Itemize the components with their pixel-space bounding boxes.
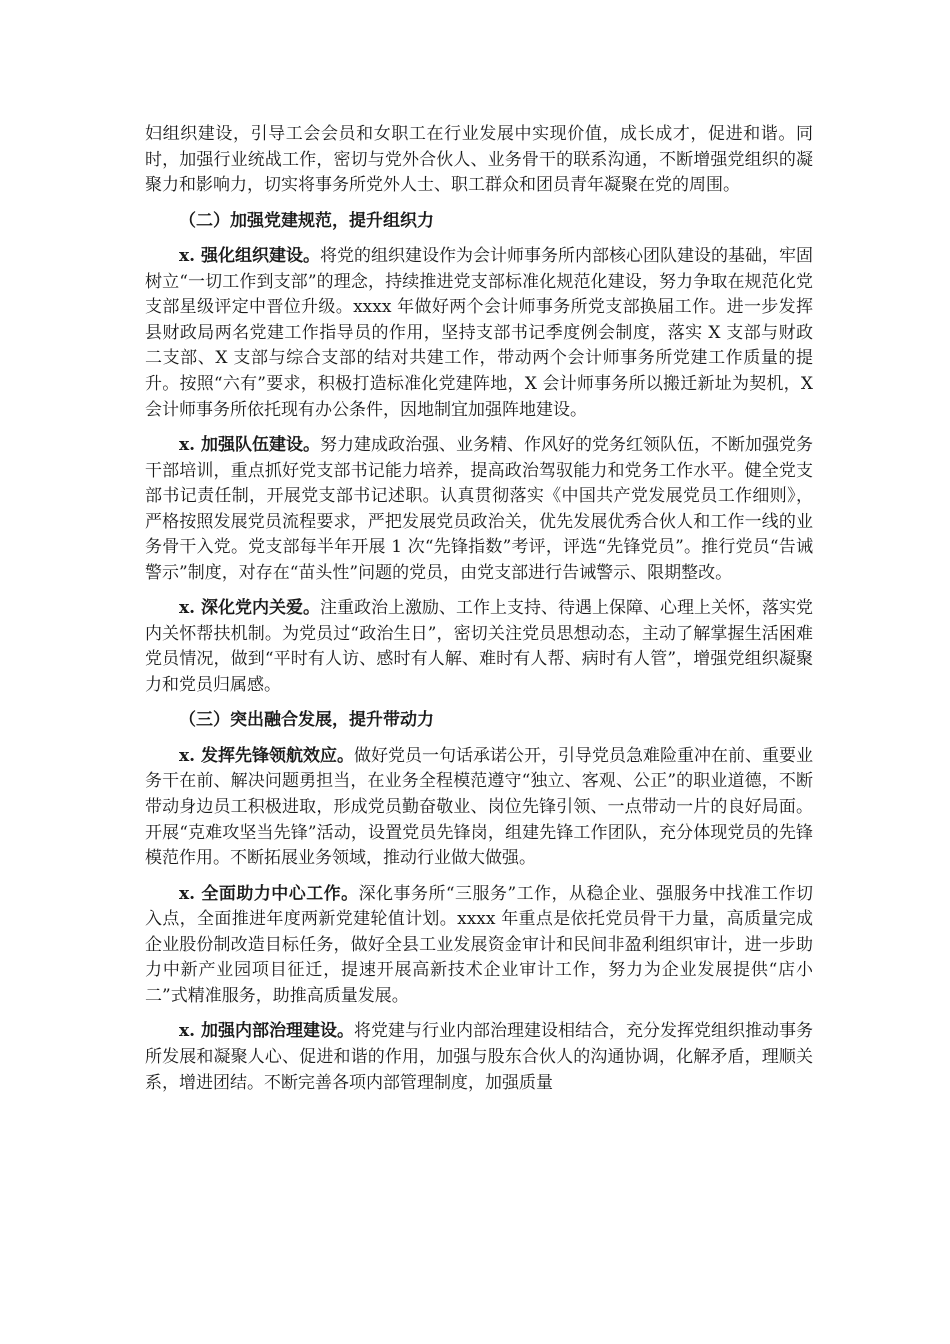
paragraph-body: 深化事务所“三服务”工作，从稳企业、强服务中找准工作切入点，全面推进年度两新党建轮值计划。xxxx 年重点是依托党员骨干力量，高质量完成企业股份制改造目标任务，做好全县工业发展资金审计和民间非盈利组织审计，进一步助力中新产业园项目征迁，提速开展高新技术企业审计工作，努力为企业发展提供“店小二”式精准服务，助推高质量发展。 [145, 883, 813, 1006]
paragraph-body: 将党建与行业内部治理建设相结合，充分发挥党组织推动事务所发展和凝聚人心、促进和谐的作用，加强与股东合伙人的沟通协调，化解矛盾，理顺关系，增进团结。不断完善各项内部管理制度，加强质量 [145, 1021, 813, 1093]
paragraph-body: 将党的组织建设作为会计师事务所内部核心团队建设的基础，牢固树立“一切工作到支部”的理念，持续推进党支部标准化规范化建设，努力争取在规范化党支部星级评定中晋位升级。xxxx 年做好两个会计师事务所党支部换届工作。进一步发挥县财政局两名党建工作指导员的作用，坚持支部书记季度例会制度，落实 X 支部与财政二支部、X 支部与综合支部的结对共建工作，带动两个会计师事务所党建工作质量的提升。按照“六有”要求，积极打造标准化党建阵地，X 会计师事务所以搬迁新址为契机，X 会计师事务所依托现有办公条件，因地制宜加强阵地建设。 [145, 245, 813, 420]
paragraph-lead: x. 强化组织建设。 [179, 245, 320, 266]
document-page [145, 122, 813, 1106]
paragraph-lead: x. 加强队伍建设。 [179, 434, 320, 455]
paragraph-party-care [145, 596, 813, 698]
section-heading-3: （三）突出融合发展，提升带动力 [179, 710, 434, 731]
paragraph-internal-governance [145, 1019, 813, 1096]
paragraph-body: 做好党员一句话承诺公开，引导党员急难险重冲在前、重要业务干在前、解决问题勇担当，在业务全程模范遵守“独立、客观、公正”的职业道德，不断带动身边员工积极进取，形成党员勤奋敬业、岗位先锋引领、一点带动一片的良好局面。开展“克难攻坚当先锋”活动，设置党员先锋岗，组建先锋工作团队，充分体现党员的先锋模范作用。不断拓展业务领域，推动行业做大做强。 [145, 745, 813, 869]
paragraph-body: 注重政治上激励、工作上支持、待遇上保障、心理上关怀，落实党内关怀帮扶机制。为党员过“政治生日”，密切关注党员思想动态，主动了解掌握生活困难党员情况，做到“平时有人访、感时有人解、难时有人帮、病时有人管”，增强党组织凝聚力和党员归属感。 [145, 598, 813, 696]
intro-paragraph: 妇组织建设，引导工会会员和女职工在行业发展中实现价值，成长成才，促进和谐。同时，加强行业统战工作，密切与党外合伙人、业务骨干的联系沟通，不断增强党组织的凝聚力和影响力，切实将事务所党外人士、职工群众和团员青年凝聚在党的周围。 [145, 124, 813, 196]
paragraph-lead: x. 加强内部治理建设。 [179, 1021, 354, 1042]
paragraph-team-building [145, 433, 813, 587]
paragraph-organization-building [145, 244, 813, 423]
paragraph-pioneer-effect [145, 744, 813, 872]
section-heading-2: （二）加强党建规范，提升组织力 [179, 210, 434, 231]
paragraph-lead: x. 发挥先锋领航效应。 [179, 745, 354, 766]
paragraph-lead: x. 深化党内关爱。 [179, 598, 320, 619]
paragraph-lead: x. 全面助力中心工作。 [179, 883, 359, 904]
paragraph-central-work [145, 882, 813, 1010]
paragraph-body: 努力建成政治强、业务精、作风好的党务红领队伍，不断加强党务干部培训，重点抓好党支部书记能力培养，提高政治驾驭能力和党务工作水平。健全党支部书记责任制，开展党支部书记述职。认真贯彻落实《中国共产党发展党员工作细则》，严格按照发展党员流程要求，严把发展党员政治关，优先发展优秀合伙人和工作一线的业务骨干入党。党支部每半年开展 1 次“先锋指数”考评，评选“先锋党员”。推行党员“告诫警示”制度，对存在“苗头性”问题的党员，由党支部进行告诫警示、限期整改。 [145, 434, 813, 583]
